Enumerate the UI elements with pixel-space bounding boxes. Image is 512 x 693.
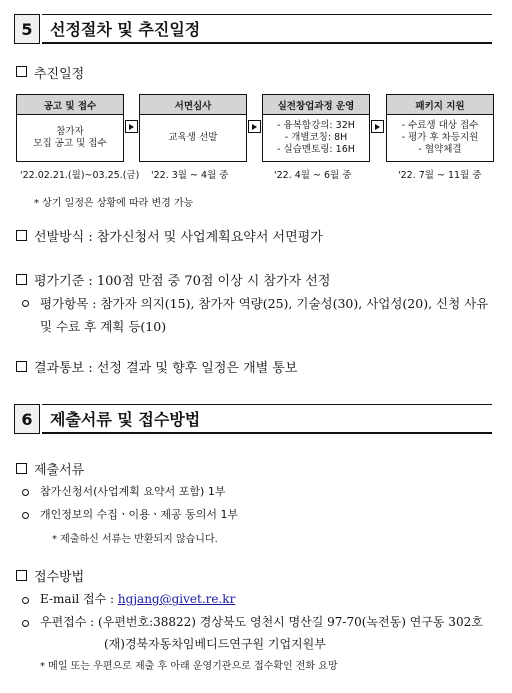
header-rule-bottom (42, 432, 492, 434)
circle-bullet (22, 620, 29, 627)
circle-bullet (22, 597, 29, 604)
stage-body (263, 115, 369, 161)
stage-title: 공고 및 접수 (17, 95, 123, 115)
header-rule-top (42, 14, 492, 15)
checkbox-bullet (16, 66, 27, 77)
header-rule-bottom (42, 42, 492, 44)
submission-note: * 메일 또는 우편으로 제출 후 아래 운영기관으로 접수확인 전화 요망 (40, 661, 338, 672)
schedule-heading: 추진일정 (34, 67, 85, 82)
checkbox-bullet (16, 570, 27, 581)
arrow-right-icon (371, 120, 384, 133)
email-label: E-mail 접수 : (40, 592, 118, 606)
checkbox-bullet (16, 361, 27, 372)
section-title: 선정절차 및 추진일정 (50, 20, 201, 39)
documents-note: * 제출하신 서류는 반환되지 않습니다. (52, 534, 218, 545)
checkbox-bullet (16, 274, 27, 285)
stage-line: 참가자 (56, 126, 84, 137)
checkbox-bullet (16, 463, 27, 474)
section-5-header (14, 14, 492, 44)
stage-date: '22. 3월 ~ 4월 중 (151, 170, 229, 181)
document-item: 참가신청서(사업계획 요약서 포함) 1부 (40, 485, 226, 498)
stage-line: - 협약체결 (418, 144, 462, 155)
criteria-items: 평가항목 : 참가자 의지(15), 참가자 역량(25), 기술성(30), 사업성(20), 신청 사유 (40, 296, 489, 311)
post-address: 우편접수 : (우편번호:38822) 경상북도 영천시 명산길 97-70(녹전동) 연구동 302호 (40, 615, 483, 629)
stage-date: '22. 7월 ~ 11월 중 (398, 170, 482, 181)
checkbox-bullet (16, 230, 27, 241)
header-rule-top (42, 404, 492, 405)
section-number: 6 (14, 404, 40, 434)
criteria-heading: 평가기준 : 100점 만점 중 70점 이상 시 참가자 선정 (34, 274, 331, 289)
stage-body (17, 115, 123, 161)
stage-date: '22. 4월 ~ 6월 중 (274, 170, 352, 181)
arrow-right-icon (125, 120, 138, 133)
stage-body (387, 115, 493, 161)
stage-course-operation (262, 94, 370, 162)
stage-recruitment (16, 94, 124, 162)
arrow-right-icon (248, 120, 261, 133)
circle-bullet (22, 489, 29, 496)
stage-package-support (386, 94, 494, 162)
schedule-note: * 상기 일정은 상황에 따라 변경 가능 (34, 198, 194, 209)
section-number: 5 (14, 14, 40, 44)
stage-line: 교육생 선발 (168, 132, 218, 143)
post-recipient: (재)경북자동차임베디드연구원 기업지원부 (104, 637, 326, 651)
stage-line: - 실습멘토링: 16H (277, 144, 355, 155)
circle-bullet (22, 512, 29, 519)
stage-date: '22.02.21.(월)~03.25.(금) (20, 170, 140, 181)
email-line (40, 590, 235, 607)
stage-title: 패키지 지원 (387, 95, 493, 115)
submission-heading: 접수방법 (34, 570, 85, 585)
stage-document-review (139, 94, 247, 162)
stage-line: - 융복합강의: 32H (277, 120, 355, 131)
stage-line: - 평가 후 차등지원 (401, 132, 479, 143)
section-6-header (14, 404, 492, 434)
stage-title: 서면심사 (140, 95, 246, 115)
stage-line: - 개별코칭: 8H (284, 132, 348, 143)
section-title: 제출서류 및 접수방법 (50, 410, 201, 429)
stage-line: 모집 공고 및 접수 (33, 138, 107, 149)
result-notice: 결과통보 : 선정 결과 및 향후 일정은 개별 통보 (34, 361, 298, 376)
criteria-items-cont: 및 수료 후 계획 등(10) (40, 319, 167, 334)
stage-line: - 수료생 대상 접수 (401, 120, 479, 131)
stage-title: 실전창업과정 운영 (263, 95, 369, 115)
document-item: 개인정보의 수집ㆍ이용ㆍ제공 동의서 1부 (40, 508, 239, 521)
documents-heading: 제출서류 (34, 463, 85, 478)
stage-body (140, 115, 246, 161)
circle-bullet (22, 300, 29, 307)
email-link[interactable]: hgjang@givet.re.kr (117, 592, 236, 606)
selection-method: 선발방식 : 참가신청서 및 사업계획요약서 서면평가 (34, 230, 323, 245)
